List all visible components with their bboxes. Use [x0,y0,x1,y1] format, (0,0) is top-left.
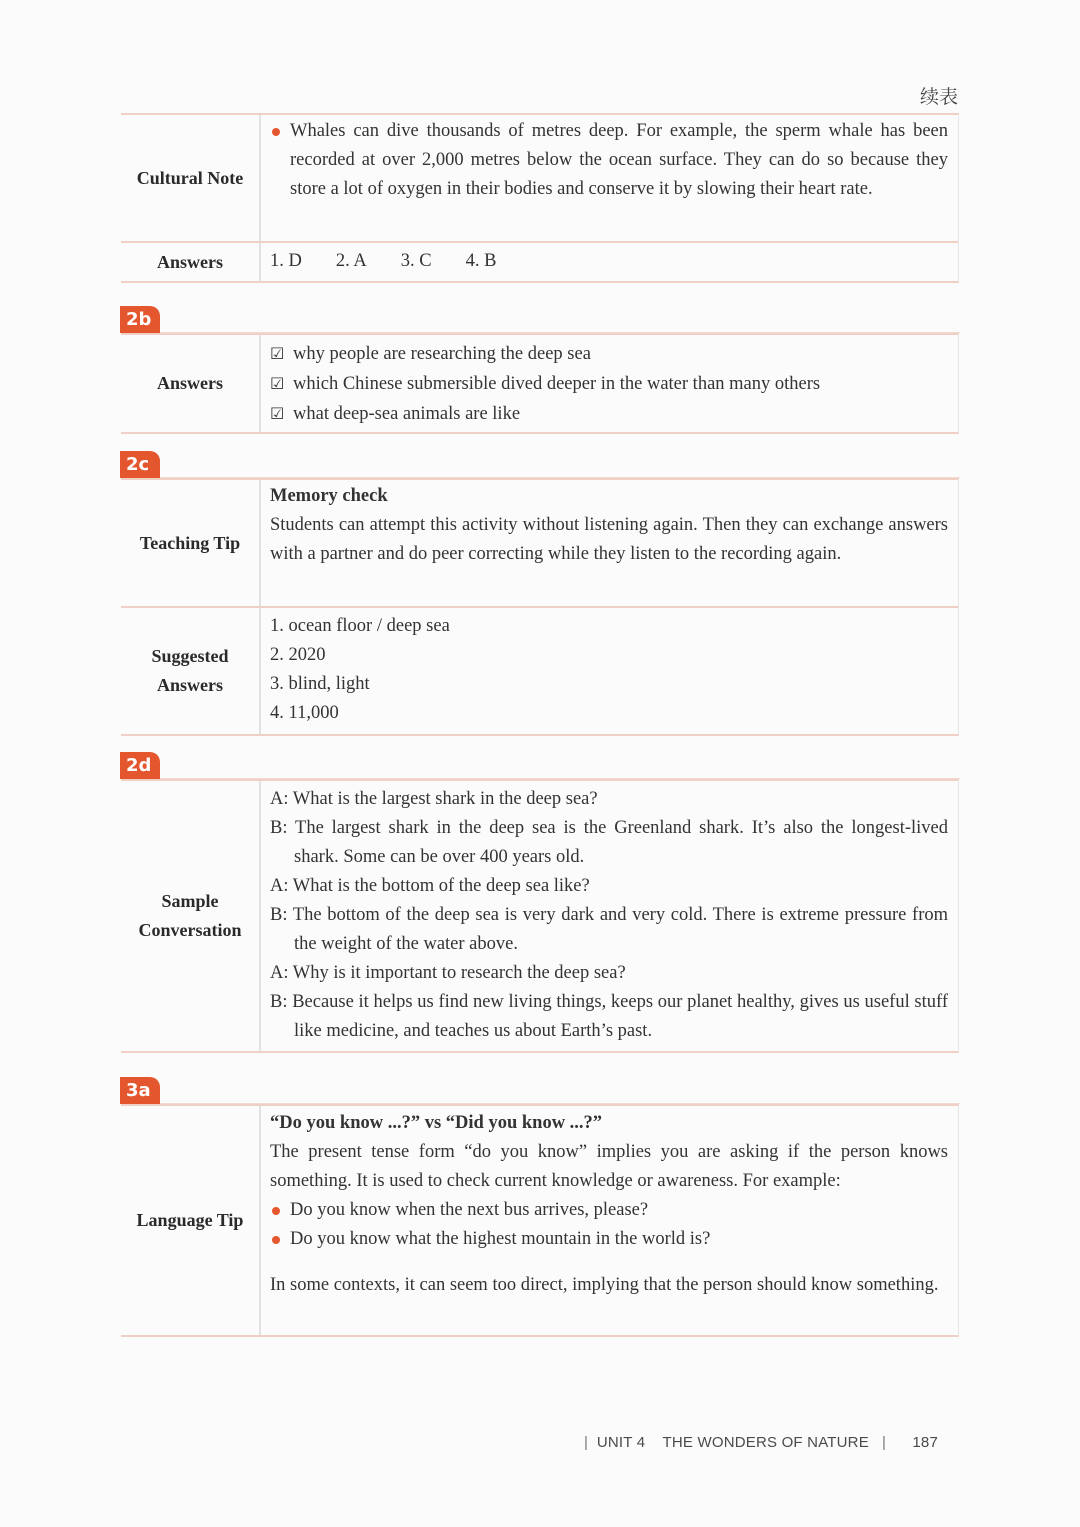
section-tag-3a: 3a [120,1077,160,1104]
row-2b-answers [121,335,958,432]
label-cultural-note: Cultural Note [121,115,261,241]
suggested-answers-content [261,608,958,734]
language-tip-heading: “Do you know ...?” vs “Did you know ...?” [270,1113,603,1133]
checked-item-text: what deep-sea animals are like [293,404,521,424]
speaker: B: [270,992,288,1012]
checkbox-checked-icon: ☑ [270,344,285,363]
checked-item [270,369,948,399]
checkbox-checked-icon: ☑ [270,404,285,423]
answers-content [261,243,958,281]
footer-unit: UNIT 4 [596,1434,646,1451]
checkbox-checked-icon: ☑ [270,374,285,393]
utterance: Because it helps us find new living things, keeps our planet healthy, gives us useful stuff like medicine, and teaches us about Earth’s past. [292,992,949,1041]
suggested-answer: 4. 11,000 [270,703,339,723]
conversation-line [270,959,948,988]
utterance: What is the largest shark in the deep sea? [292,789,598,809]
utterance: The largest shark in the deep sea is the Greenland shark. It’s also the longest-lived shark. Some can be over 400 years old. [294,818,948,867]
2b-answers-content [261,335,958,432]
utterance: The bottom of the deep sea is very dark and very cold. There is extreme pressure from the weight of the water above. [292,905,948,954]
speaker: A: [270,789,289,809]
answer-item: 1. D [270,251,302,271]
utterance: What is the bottom of the deep sea like? [292,876,590,896]
cultural-note-text: Whales can dive thousands of metres deep. For example, the sperm whale has been recorded at over 2,000 metres below the ocean surface. They can do so because they store a lot of oxygen in their bodies and conserve it by slowing their heart rate. [270,117,948,204]
label-2b-answers: Answers [121,335,261,432]
speaker: B: [270,818,288,838]
checked-item [270,339,948,369]
sample-conversation-content [261,781,958,1051]
table-3a [121,1104,959,1337]
speaker: A: [270,876,289,896]
row-cultural-note [121,115,958,243]
row-suggested-answers [121,608,958,734]
speaker: B: [270,905,288,925]
row-sample-conversation [121,781,958,1051]
label-suggested-answers [121,608,261,734]
utterance: Why is it important to research the deep sea? [292,963,626,983]
row-language-tip [121,1106,958,1335]
label-teaching-tip: Teaching Tip [121,480,261,606]
suggested-answer: 3. blind, light [270,674,370,694]
label-language-tip: Language Tip [121,1106,261,1335]
row-answers [121,243,958,281]
table-2c [121,478,959,736]
language-tip-intro: The present tense form “do you know” implies you are asking if the person knows something. It is used to check current knowledge or awareness. For example: [270,1142,948,1191]
suggested-answer: 1. ocean floor / deep sea [270,616,450,636]
label-sample-conversation [121,781,261,1051]
footer-title: THE WONDERS OF NATURE [662,1434,869,1451]
conversation-line [270,872,948,901]
section-tag-2c: 2c [120,451,160,478]
section-tag-2b: 2b [120,306,160,333]
label-line: Answers [156,675,223,695]
page-footer [584,1434,960,1451]
table-2d [121,779,959,1053]
label-line: Conversation [138,920,242,940]
label-line: Sample [161,891,219,911]
example-item: Do you know what the highest mountain in the world is? [270,1225,948,1254]
continued-mark: 续表 [920,86,959,108]
row-teaching-tip [121,480,958,608]
cultural-note-content [261,115,958,241]
speaker: A: [270,963,289,983]
footer-separator: | [584,1434,589,1451]
label-answers: Answers [121,243,261,281]
footer-separator: | [882,1434,887,1451]
conversation-line [270,785,948,814]
language-tip-content [261,1106,958,1335]
teaching-tip-heading: Memory check [270,486,388,506]
table-cultural-note [121,113,959,283]
language-tip-outro: In some contexts, it can seem too direct, implying that the person should know something. [270,1275,939,1295]
section-tag-2d: 2d [120,752,160,779]
checked-item-text: why people are researching the deep sea [293,344,591,364]
page-number: 187 [912,1434,938,1451]
conversation-line [270,901,948,959]
label-line: Suggested [151,646,229,666]
teaching-tip-content [261,480,958,606]
checked-item-text: which Chinese submersible dived deeper in the water than many others [293,374,821,394]
answer-item: 3. C [400,251,432,271]
checked-item [270,399,948,429]
answer-item: 4. B [465,251,497,271]
answer-item: 2. A [335,251,367,271]
conversation-line [270,988,948,1046]
table-2b [121,333,959,434]
suggested-answer: 2. 2020 [270,645,326,665]
conversation-line [270,814,948,872]
example-item: Do you know when the next bus arrives, please? [270,1196,948,1225]
teaching-tip-text: Students can attempt this activity without listening again. Then they can exchange answers with a partner and do peer correcting while they listen to the recording again. [270,515,948,564]
